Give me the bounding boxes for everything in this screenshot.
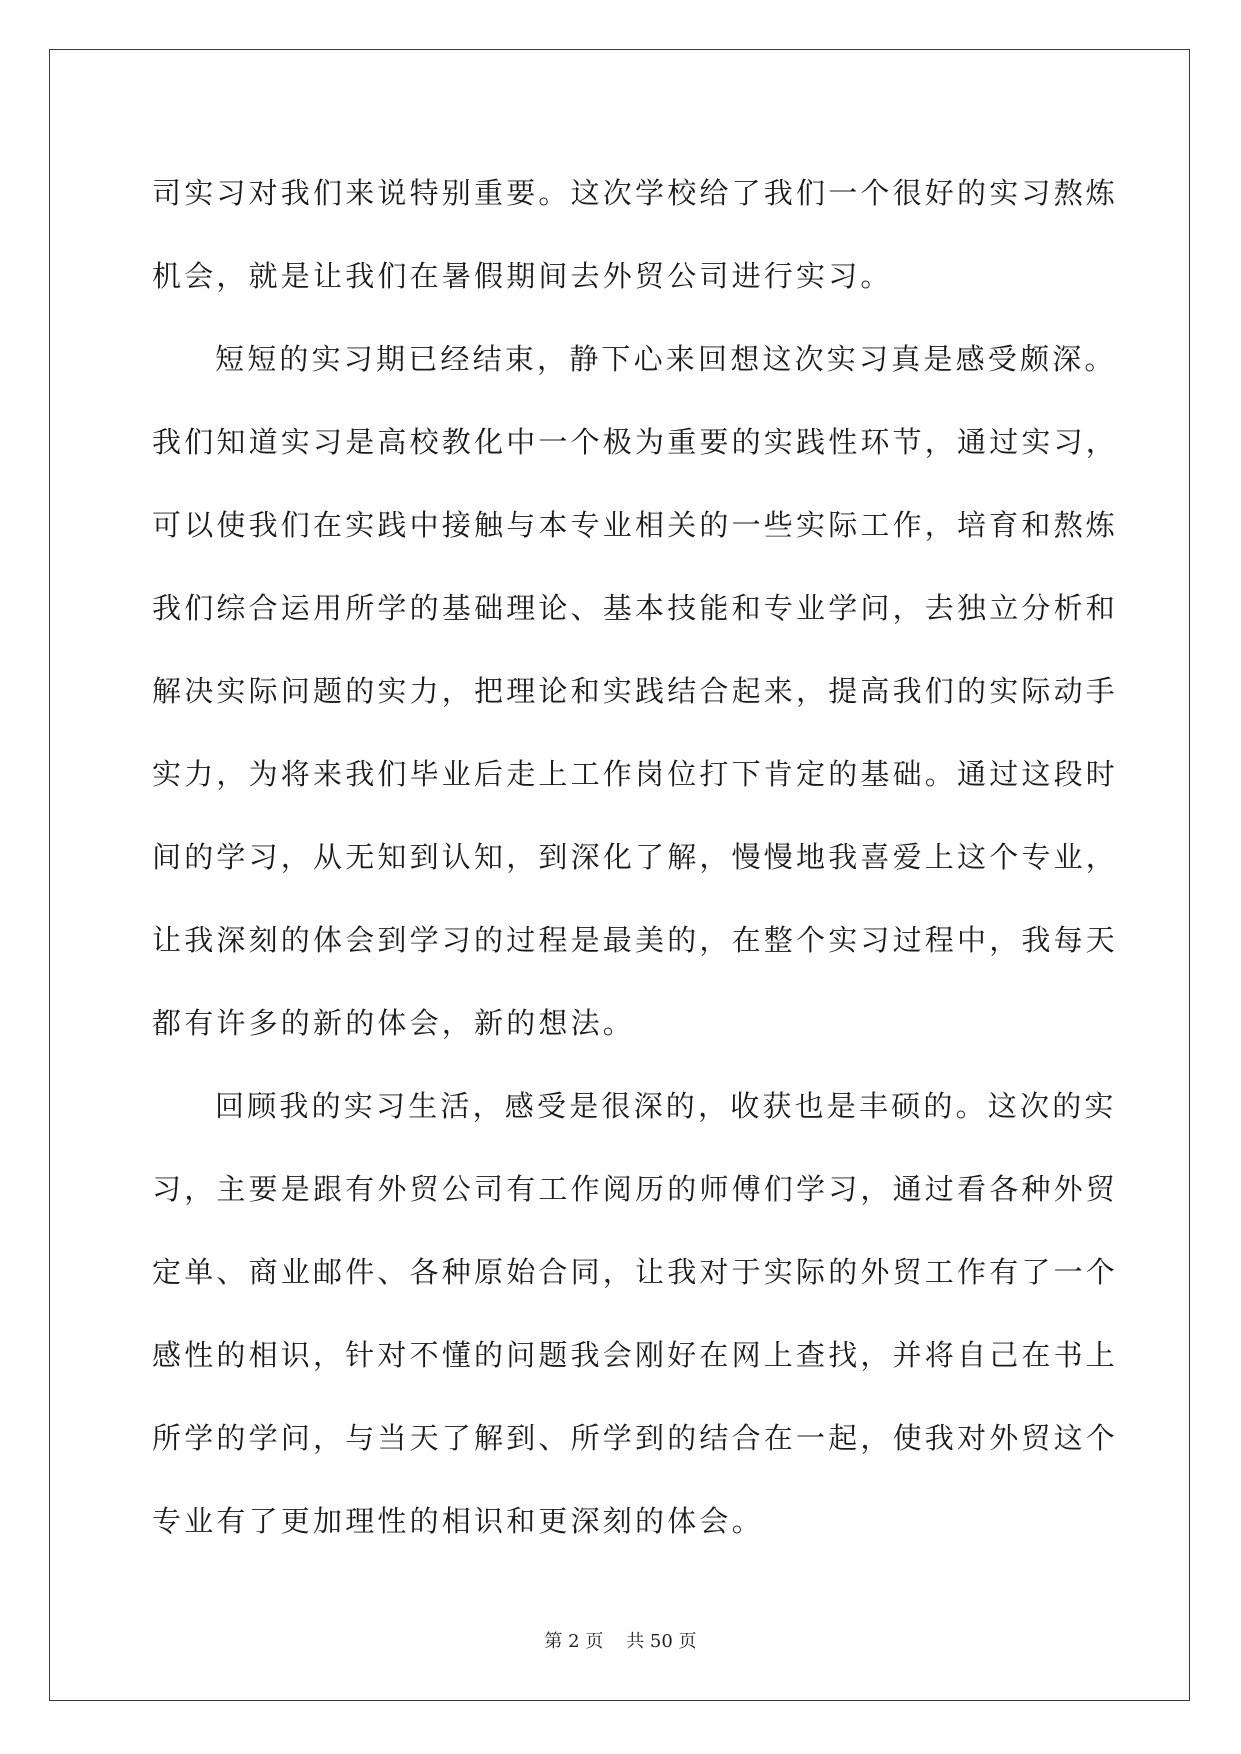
text-line: 机会，就是让我们在暑假期间去外贸公司进行实习。	[152, 259, 893, 293]
text-line: 定单、商业邮件、各种原始合同，让我对于实际的外贸工作有了一个	[152, 1255, 1119, 1289]
text-line: 都有许多的新的体会，新的想法。	[152, 1006, 636, 1040]
text-line: 间的学习，从无知到认知，到深化了解，慢慢地我喜爱上这个专业，	[152, 840, 1119, 874]
text-line: 习，主要是跟有外贸公司有工作阅历的师傅们学习，通过看各种外贸	[152, 1172, 1119, 1206]
text-line: 可以使我们在实践中接触与本专业相关的一些实际工作，培育和熬炼	[152, 508, 1119, 542]
text-line: 所学的学问，与当天了解到、所学到的结合在一起，使我对外贸这个	[152, 1421, 1119, 1455]
text-line: 短短的实习期已经结束，静下心来回想这次实习真是感受颇深。	[215, 342, 1117, 376]
text-line: 专业有了更加理性的相识和更深刻的体会。	[152, 1504, 764, 1538]
text-line: 让我深刻的体会到学习的过程是最美的，在整个实习过程中，我每天	[152, 923, 1119, 957]
text-line: 我们知道实习是高校教化中一个极为重要的实践性环节，通过实习，	[152, 425, 1119, 459]
text-line: 回顾我的实习生活，感受是很深的，收获也是丰硕的。这次的实	[215, 1089, 1117, 1123]
page-number-footer: 第 2 页 共 50 页	[544, 1631, 697, 1652]
text-line: 我们综合运用所学的基础理论、基本技能和专业学问，去独立分析和	[152, 591, 1119, 625]
text-line: 司实习对我们来说特别重要。这次学校给了我们一个很好的实习熬炼	[152, 176, 1119, 210]
text-line: 实力，为将来我们毕业后走上工作岗位打下肯定的基础。通过这段时	[152, 757, 1119, 791]
document-body	[152, 152, 1119, 1563]
text-line: 解决实际问题的实力，把理论和实践结合起来，提高我们的实际动手	[152, 674, 1119, 708]
text-line: 感性的相识，针对不懂的问题我会刚好在网上查找，并将自己在书上	[152, 1338, 1119, 1372]
